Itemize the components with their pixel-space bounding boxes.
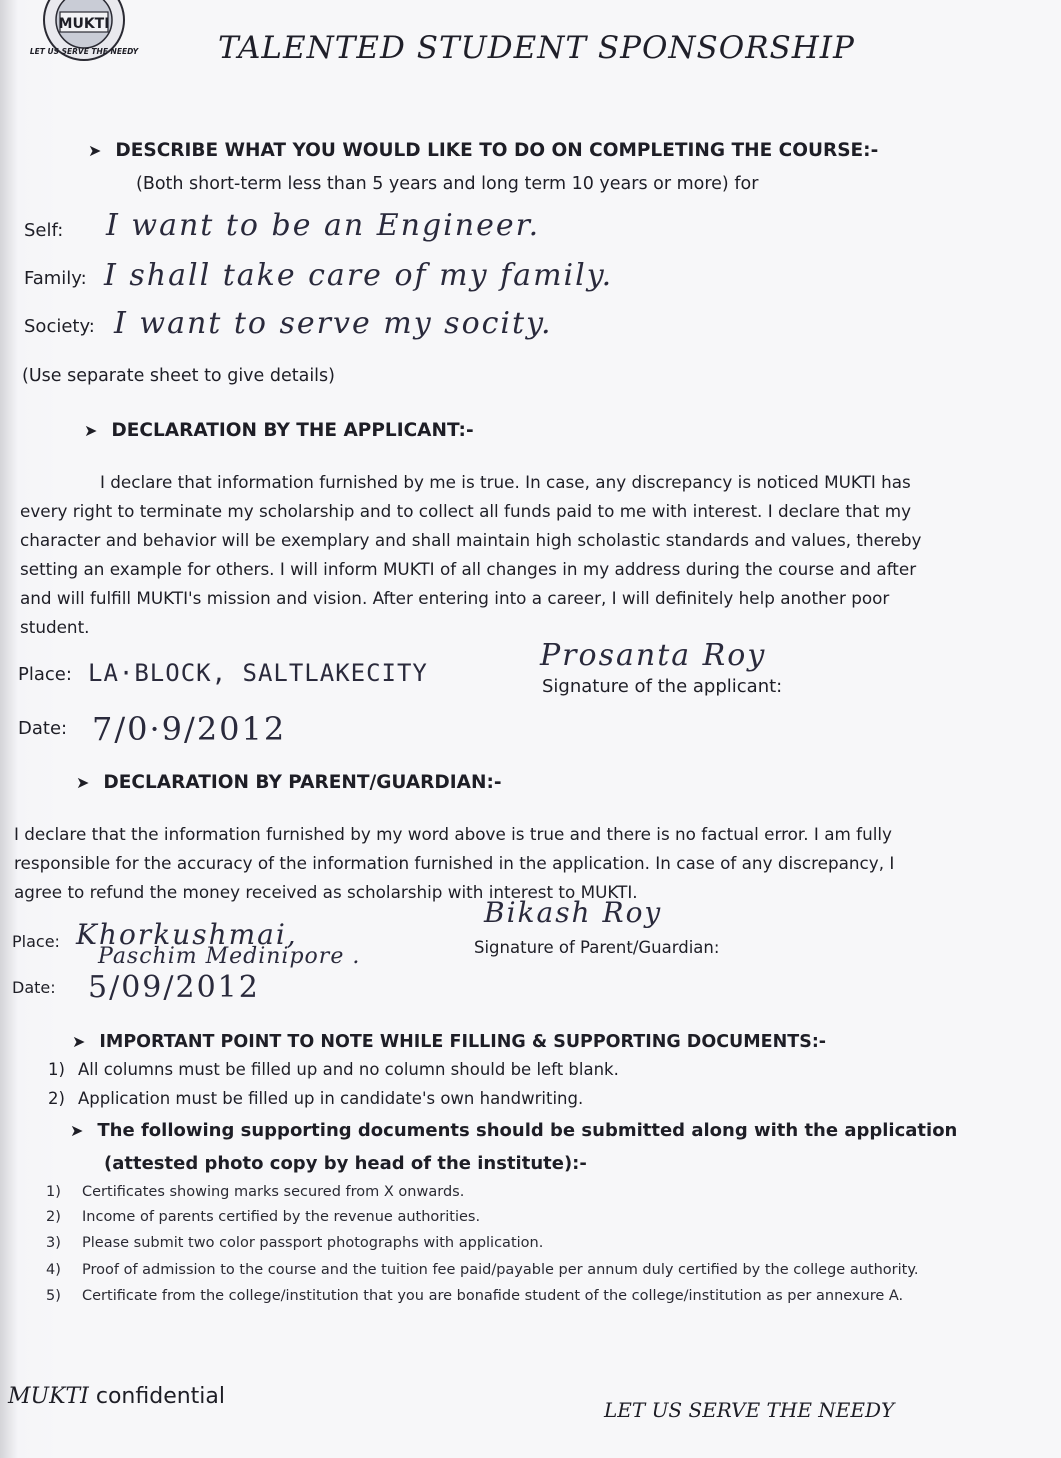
document-number: 3) — [46, 1235, 61, 1251]
document-number: 1) — [46, 1184, 61, 1200]
heading-text: DESCRIBE WHAT YOU WOULD LIKE TO DO ON COMPLETING THE COURSE:- — [115, 140, 879, 161]
page-title: TALENTED STUDENT SPONSORSHIP — [218, 30, 855, 66]
footer-confidential-text: confidential — [88, 1384, 225, 1409]
logo-emblem-icon — [29, 0, 139, 62]
declaration-line: every right to terminate my scholarship and to collect all funds paid to me with interest. I declare that my — [20, 501, 912, 521]
footer-tagline: LET US SERVE THE NEEDY — [604, 1398, 895, 1422]
guardian-place-value-line2[interactable]: Paschim Medinipore . — [98, 944, 361, 969]
footer-confidential — [8, 1384, 225, 1409]
section-heading-applicant — [84, 420, 474, 441]
point-number: 2) — [48, 1089, 65, 1108]
applicant-date-value[interactable]: 7/0·9/2012 — [92, 710, 287, 748]
guardian-place-label: Place: — [12, 932, 60, 951]
applicant-place-label: Place: — [18, 664, 72, 685]
declaration-line: student. — [20, 617, 90, 637]
guardian-declaration-line: agree to refund the money received as scholarship with interest to MUKTI. — [14, 882, 638, 902]
guardian-date-value[interactable]: 5/09/2012 — [88, 970, 260, 1005]
section-heading-guardian — [76, 772, 502, 793]
document-text: Certificate from the college/institution that you are bonafide student of the college/institution as per annexure A. — [82, 1288, 904, 1304]
documents-subheading-line2: (attested photo copy by head of the institute):- — [104, 1153, 587, 1174]
guardian-signature[interactable]: Bikash Roy — [484, 896, 663, 929]
logo-ring-text: LET US SERVE THE NEEDY — [29, 47, 139, 56]
society-label: Society: — [24, 316, 95, 337]
guardian-signature-label: Signature of Parent/Guardian: — [474, 938, 720, 957]
applicant-place-value[interactable]: LA·BLOCK, SALTLAKECITY — [88, 659, 428, 687]
logo-text: MUKTI — [58, 16, 110, 32]
guardian-declaration-text — [14, 820, 894, 907]
document-number: 2) — [46, 1209, 61, 1225]
document-item — [46, 1184, 464, 1200]
guardian-date-label: Date: — [12, 978, 56, 997]
document-text: Proof of admission to the course and the tuition fee paid/payable per annum duly certified by the college authority. — [82, 1262, 919, 1278]
point-text: All columns must be filled up and no column should be left blank. — [78, 1060, 619, 1079]
separate-sheet-note: (Use separate sheet to give details) — [22, 366, 335, 386]
section-heading-important — [72, 1032, 826, 1052]
guardian-declaration-line: I declare that the information furnished by my word above is true and there is no factual error. I am fully — [14, 824, 892, 844]
family-answer[interactable]: I shall take care of my family. — [104, 258, 614, 293]
declaration-line: I declare that information furnished by me is true. In case, any discrepancy is noticed MUKTI has — [100, 472, 911, 492]
declaration-line: and will fulfill MUKTI's mission and vision. After entering into a career, I will definitely help another poor — [20, 588, 890, 608]
document-text: Please submit two color passport photographs with application. — [82, 1235, 544, 1251]
document-item — [46, 1262, 918, 1278]
guardian-declaration-line: responsible for the accuracy of the information furnished in the application. In case of any discrepancy, I — [14, 853, 895, 873]
important-point — [48, 1060, 619, 1079]
document-text: Income of parents certified by the revenue authorities. — [82, 1209, 481, 1225]
self-label: Self: — [24, 220, 64, 241]
documents-subheading — [70, 1120, 957, 1141]
document-number: 5) — [46, 1288, 61, 1304]
applicant-declaration-text — [20, 468, 921, 642]
bullet-arrow-icon: ➤ — [72, 1032, 86, 1051]
self-answer[interactable]: I want to be an Engineer. — [106, 208, 541, 243]
heading-text: DECLARATION BY THE APPLICANT:- — [111, 420, 474, 441]
document-number: 4) — [46, 1262, 61, 1278]
heading-text: DECLARATION BY PARENT/GUARDIAN:- — [103, 772, 502, 793]
important-point — [48, 1089, 583, 1108]
bullet-arrow-icon: ➤ — [84, 421, 98, 440]
applicant-date-label: Date: — [18, 718, 68, 739]
document-item — [46, 1209, 480, 1225]
declaration-line: character and behavior will be exemplary and shall maintain high scholastic standards and values, thereby — [20, 530, 922, 550]
footer-brand: MUKTI — [8, 1384, 89, 1409]
declaration-line: setting an example for others. I will inform MUKTI of all changes in my address during the course and after — [20, 559, 917, 579]
mukti-logo — [29, 0, 139, 62]
subheading-text-1: The following supporting documents should be submitted along with the application — [97, 1120, 958, 1141]
bullet-arrow-icon: ➤ — [88, 141, 102, 160]
section-subheading: (Both short-term less than 5 years and long term 10 years or more) for — [136, 174, 759, 194]
section-heading-course — [88, 140, 878, 161]
applicant-signature-label: Signature of the applicant: — [542, 676, 783, 697]
applicant-signature[interactable]: Prosanta Roy — [540, 638, 767, 673]
point-number: 1) — [48, 1060, 65, 1079]
point-text: Application must be filled up in candidate's own handwriting. — [78, 1089, 584, 1108]
society-answer[interactable]: I want to serve my socity. — [114, 306, 553, 341]
family-label: Family: — [24, 268, 87, 289]
guardian-place-value-line1[interactable]: Khorkushmai, — [76, 918, 298, 951]
document-item — [46, 1235, 543, 1251]
document-text: Certificates showing marks secured from X onwards. — [82, 1184, 465, 1200]
bullet-arrow-icon: ➤ — [76, 773, 90, 792]
bullet-arrow-icon: ➤ — [70, 1121, 84, 1140]
document-item — [46, 1288, 903, 1304]
heading-text: IMPORTANT POINT TO NOTE WHILE FILLING & SUPPORTING DOCUMENTS:- — [99, 1032, 827, 1052]
